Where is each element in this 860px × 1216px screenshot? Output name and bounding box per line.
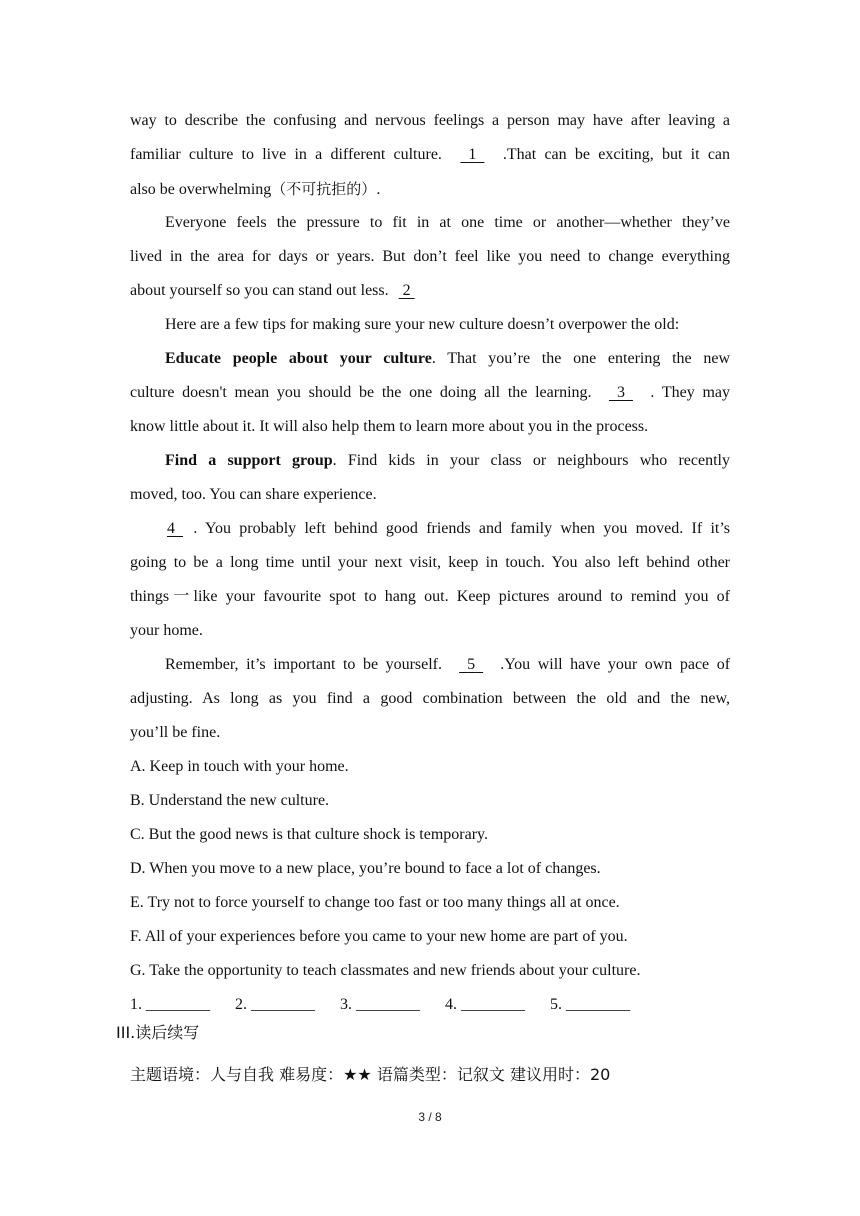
option-c: C. But the good news is that culture shock is temporary. — [130, 826, 489, 843]
blank-5: 5 — [467, 656, 476, 673]
option-e: E. Try not to force yourself to change too fast or too many things all at once. — [130, 894, 620, 911]
tip-heading: Find a support group — [165, 452, 333, 469]
text-line: Educate people about your culture. That you’re the one entering the new — [165, 350, 731, 367]
text-line: Remember, it’s important to be yourself. 5 .You will have your own pace of — [130, 648, 730, 682]
page-number: 3 / 8 — [418, 1110, 442, 1124]
option-f: F. All of your experiences before you came to your new home are part of you. — [130, 928, 628, 945]
document-page — [130, 104, 730, 1022]
text-line: 4 . You probably left behind good friends and family when you moved. If it’s — [130, 512, 730, 546]
blank-4: 4 — [167, 520, 175, 537]
blank-2: 2 — [402, 282, 411, 299]
blank-3: 3 — [616, 384, 625, 401]
text-line: know little about it. It will also help them to learn more about you in the process. — [130, 418, 649, 435]
option-d: D. When you move to a new place, you’re bound to face a lot of changes. — [130, 860, 601, 877]
answer-2[interactable]: 2. ________ — [235, 996, 315, 1013]
blank-1: 1 — [468, 146, 477, 163]
text-line: about yourself so you can stand out less. 2 — [130, 274, 730, 308]
text-line: you’ll be fine. — [130, 724, 221, 741]
text-line: adjusting. As long as you find a good combination between the old and the new, — [130, 690, 730, 707]
text-line: way to describe the confusing and nervous feelings a person may have after leaving a — [130, 112, 730, 129]
answer-1[interactable]: 1. ________ — [130, 996, 210, 1013]
text-line: Find a support group. Find kids in your class or neighbours who recently — [165, 452, 730, 469]
text-line: familiar culture to live in a different culture. 1 .That can be exciting, but it can — [130, 138, 730, 172]
section-heading: III.读后续写 — [116, 1023, 200, 1042]
text-line: lived in the area for days or years. But don’t feel like you need to change everything — [130, 248, 730, 265]
option-g: G. Take the opportunity to teach classmates and new friends about your culture. — [130, 962, 641, 979]
option-a: A. Keep in touch with your home. — [130, 758, 349, 775]
text-line: Everyone feels the pressure to fit in at one time or another—whether they’ve — [165, 214, 730, 231]
text-line: culture doesn't mean you should be the one doing all the learning. 3 . They may — [130, 376, 730, 410]
option-b: B. Understand the new culture. — [130, 792, 330, 809]
text-line: going to be a long time until your next visit, keep in touch. You also left behind other — [130, 554, 730, 571]
text-line: moved, too. You can share experience. — [130, 486, 377, 503]
options-list — [130, 750, 730, 988]
tip-heading: Educate people about your culture — [165, 350, 432, 367]
text-line: also be overwhelming（不可抗拒的）. — [130, 180, 381, 198]
answer-5[interactable]: 5. ________ — [550, 996, 630, 1013]
answer-4[interactable]: 4. ________ — [445, 996, 525, 1013]
answer-3[interactable]: 3. ________ — [340, 996, 420, 1013]
text-line: your home. — [130, 622, 203, 639]
section-meta: 主题语境：人与自我 难易度：★★ 语篇类型：记叙文 建议用时：20 — [130, 1065, 611, 1084]
text-line: Here are a few tips for making sure your new culture doesn’t overpower the old: — [165, 316, 680, 333]
text-line: things一like your favourite spot to hang out. Keep pictures around to remind you of — [130, 588, 730, 605]
answer-blanks — [130, 988, 730, 1022]
